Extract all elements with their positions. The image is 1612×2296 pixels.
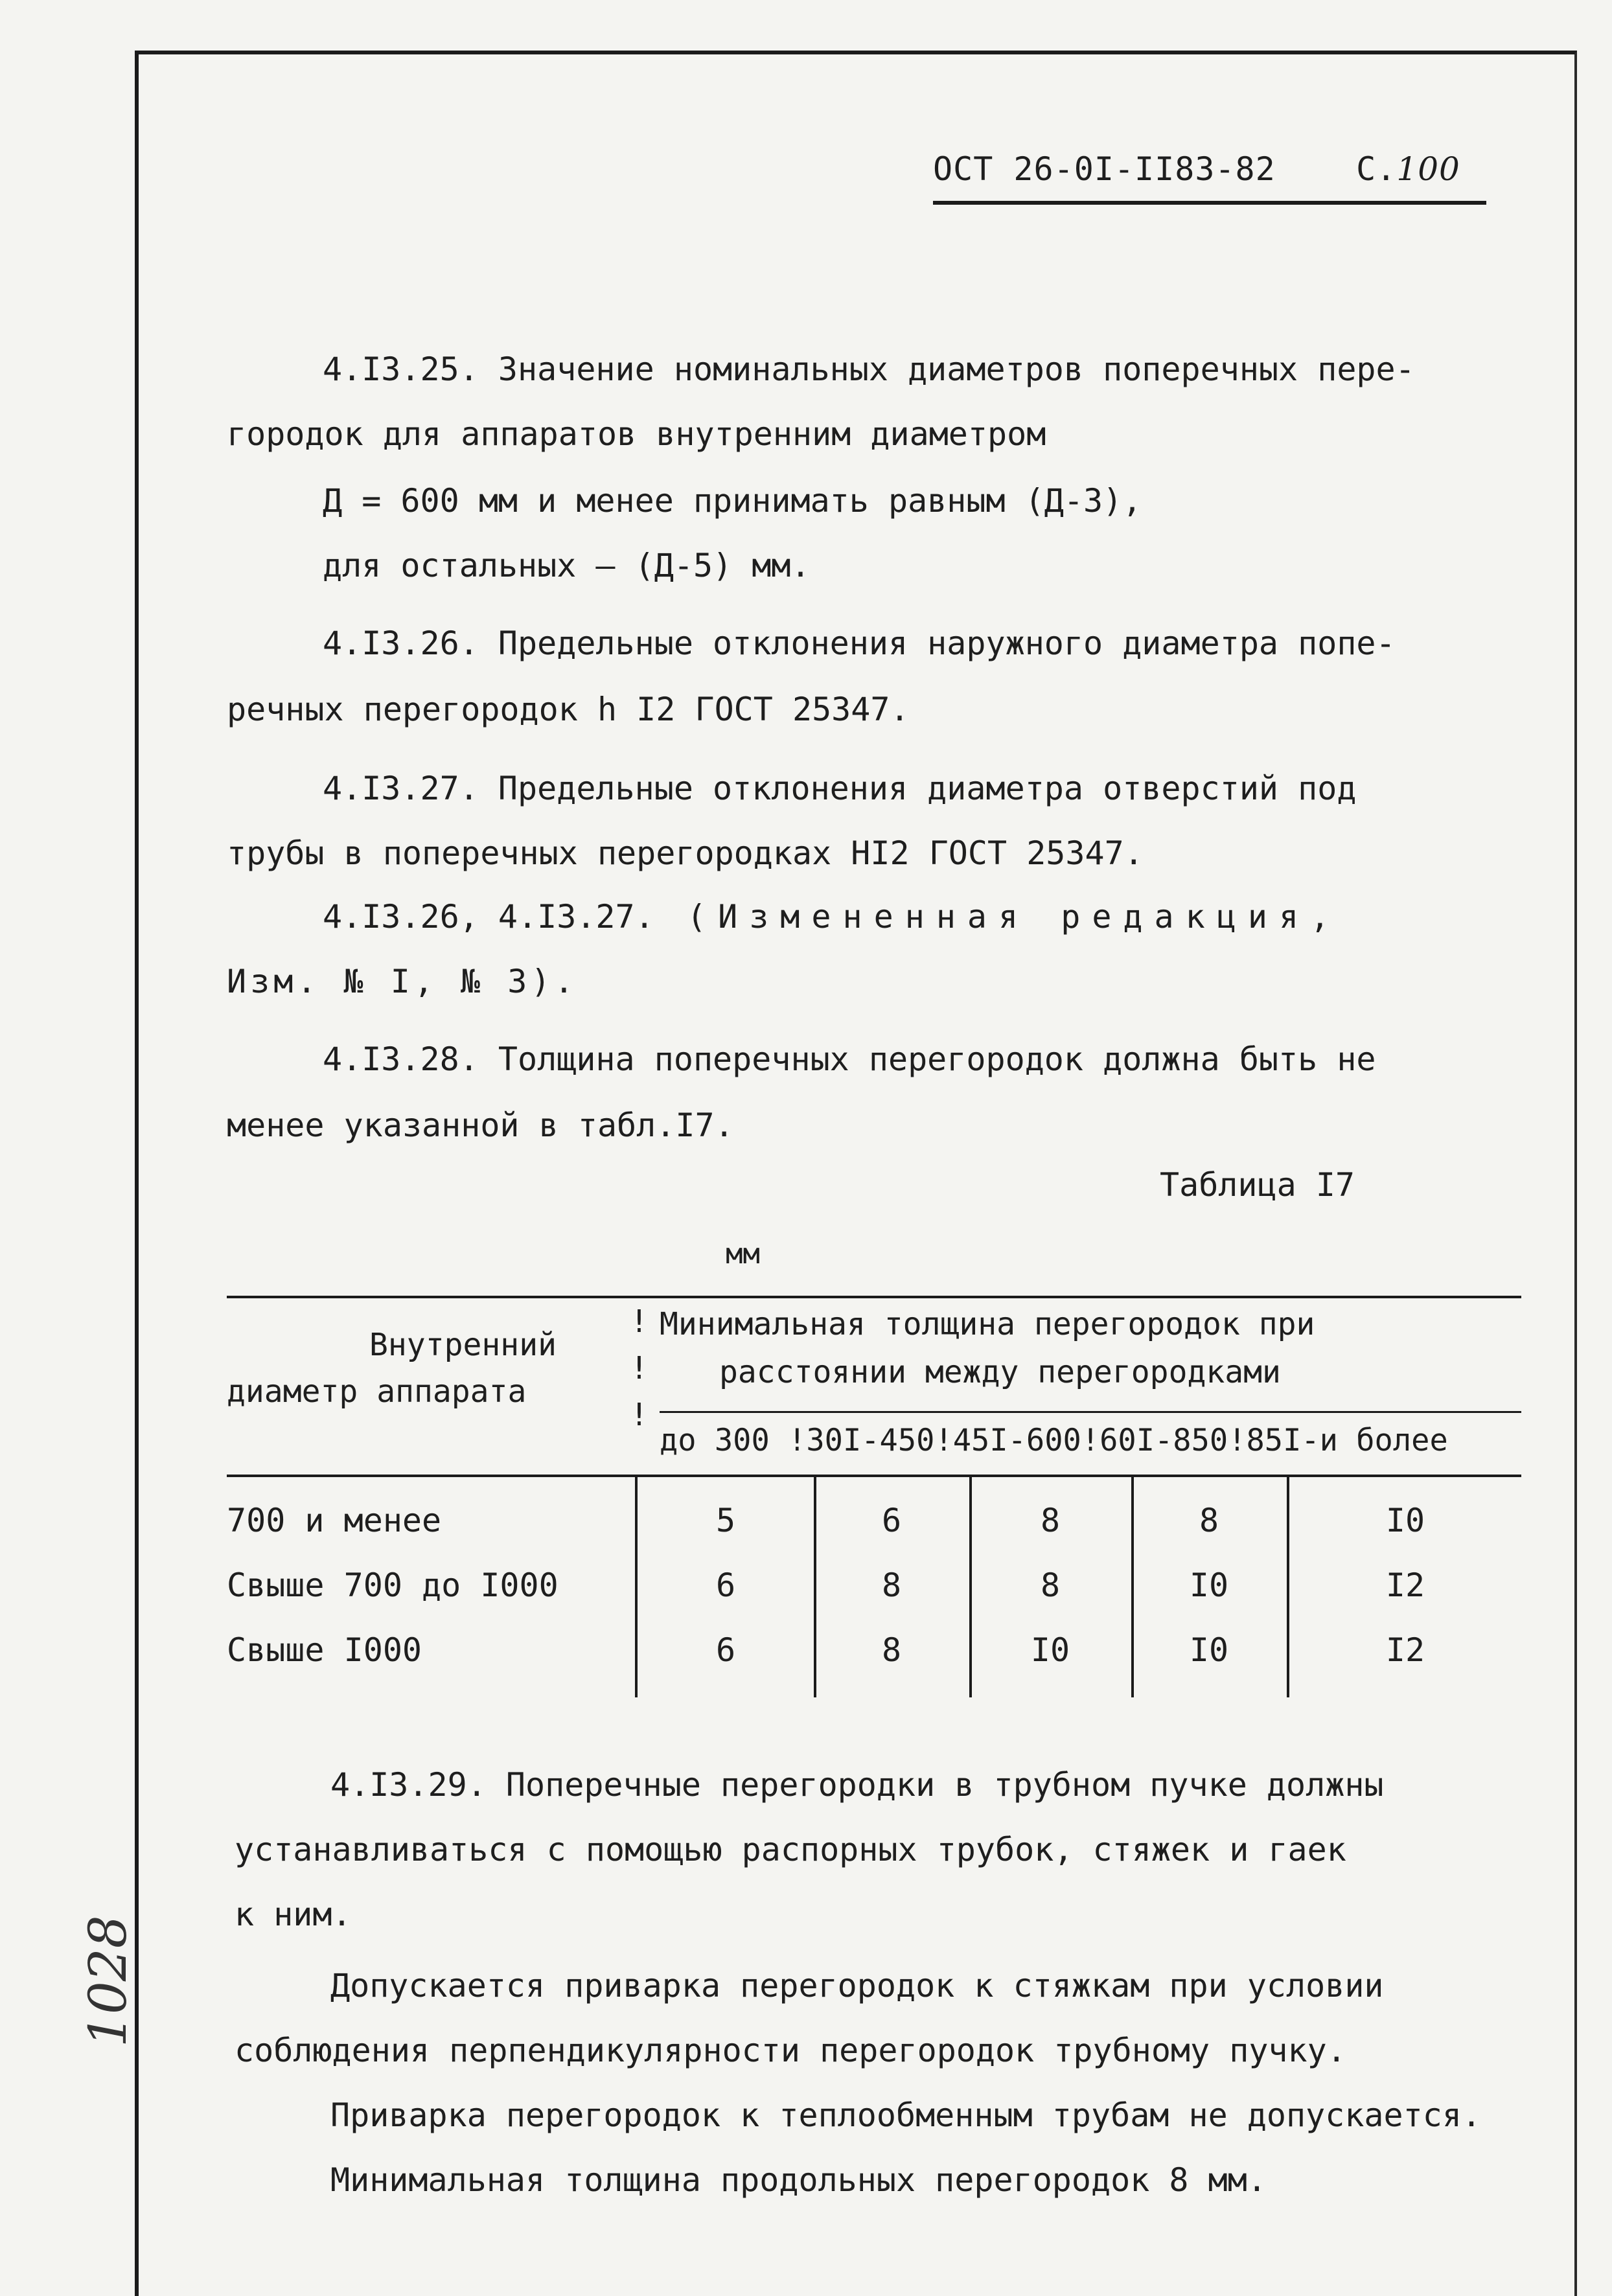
- table-top-rule: [227, 1296, 1521, 1298]
- column-divider: [635, 1475, 638, 1697]
- paragraph-line: 4.I3.28. Толщина поперечных перегородок должна быть не: [323, 1040, 1376, 1078]
- separator-mark: !: [630, 1303, 649, 1340]
- table-cell: I2: [1385, 1567, 1425, 1604]
- row-label: 700 и менее: [227, 1502, 442, 1539]
- page-prefix: С.: [1356, 150, 1397, 188]
- table-cell: 8: [881, 1567, 902, 1604]
- table-cell: 8: [1040, 1502, 1061, 1539]
- row-label: Свыше I000: [227, 1631, 422, 1669]
- paragraph-line: соблюдения перпендикулярности перегородок трубному пучку.: [235, 2032, 1346, 2069]
- table-cell: 6: [715, 1567, 736, 1604]
- amendment-ref: 4.I3.26, 4.I3.27.: [323, 898, 654, 936]
- paragraph-line: 4.I3.29. Поперечные перегородки в трубном пучке должны: [330, 1766, 1384, 1804]
- col0-header: Внутренний: [369, 1327, 557, 1363]
- header-bottom-rule: [227, 1475, 1521, 1477]
- paragraph-line: трубы в поперечных перегородках НI2 ГОСТ 25347.: [227, 834, 1144, 872]
- amendment-note: (Измененная редакция,: [687, 898, 1342, 936]
- paragraph-line: Приварка перегородок к теплообменным трубам не допускается.: [330, 2096, 1482, 2134]
- paragraph-line: устанавливаться с помощью распорных трубок, стяжек и гаек: [235, 1831, 1346, 1868]
- group-header: расстоянии между перегородками: [719, 1354, 1281, 1390]
- subheader-rule: [660, 1411, 1521, 1413]
- paragraph-line: для остальных – (Д-5) мм.: [323, 547, 811, 584]
- group-header: Минимальная толщина перегородок при: [660, 1306, 1315, 1342]
- table-unit: мм: [726, 1237, 760, 1270]
- table-cell: I0: [1030, 1631, 1070, 1669]
- table-cell: 8: [881, 1631, 902, 1669]
- table-cell: 8: [1040, 1567, 1061, 1604]
- table-cell: 6: [881, 1502, 902, 1539]
- paragraph-line: менее указанной в табл.I7.: [227, 1107, 734, 1144]
- table-cell: 5: [715, 1502, 736, 1539]
- range-subheader: до 300 !30I-450!45I-600!60I-850!85I-и более: [660, 1423, 1448, 1458]
- thickness-table: [227, 1296, 1521, 1697]
- table-cell: I0: [1189, 1631, 1229, 1669]
- separator-mark: !: [630, 1350, 649, 1386]
- paragraph-line: 4.I3.26. Предельные отклонения наружного диаметра попе-: [323, 625, 1396, 662]
- paragraph-line: речных перегородок h I2 ГОСТ 25347.: [227, 691, 910, 728]
- paragraph-line: Допускается приварка перегородок к стяжкам при условии: [330, 1967, 1384, 2004]
- row-label: Свыше 700 до I000: [227, 1567, 558, 1604]
- table-caption: Таблица I7: [1160, 1166, 1355, 1204]
- table-cell: 6: [715, 1631, 736, 1669]
- col0-header: диаметр аппарата: [227, 1373, 527, 1410]
- table-cell: I0: [1189, 1567, 1229, 1604]
- table-cell: I0: [1385, 1502, 1425, 1539]
- amendment-note: Изм. № I, № 3).: [227, 963, 578, 1000]
- paragraph-line: к ним.: [235, 1896, 352, 1933]
- handwritten-margin-note: 1028: [78, 1915, 138, 2047]
- page-number: 100: [1396, 150, 1460, 188]
- document-code: ОСТ 26-0I-II83-82: [933, 150, 1276, 188]
- paragraph-line: Минимальная толщина продольных перегородок 8 мм.: [330, 2161, 1267, 2199]
- document-header: [933, 150, 1486, 205]
- paragraph-line: городок для аппаратов внутренним диаметром: [227, 415, 1046, 453]
- paragraph-line: 4.I3.25. Значение номинальных диаметров поперечных пере-: [323, 350, 1415, 388]
- separator-mark: !: [630, 1397, 649, 1433]
- paragraph-line: 4.I3.27. Предельные отклонения диаметра отверстий под: [323, 770, 1357, 807]
- paragraph-line: Д = 600 мм и менее принимать равным (Д-3),: [323, 482, 1142, 520]
- table-cell: 8: [1199, 1502, 1219, 1539]
- table-cell: I2: [1385, 1631, 1425, 1669]
